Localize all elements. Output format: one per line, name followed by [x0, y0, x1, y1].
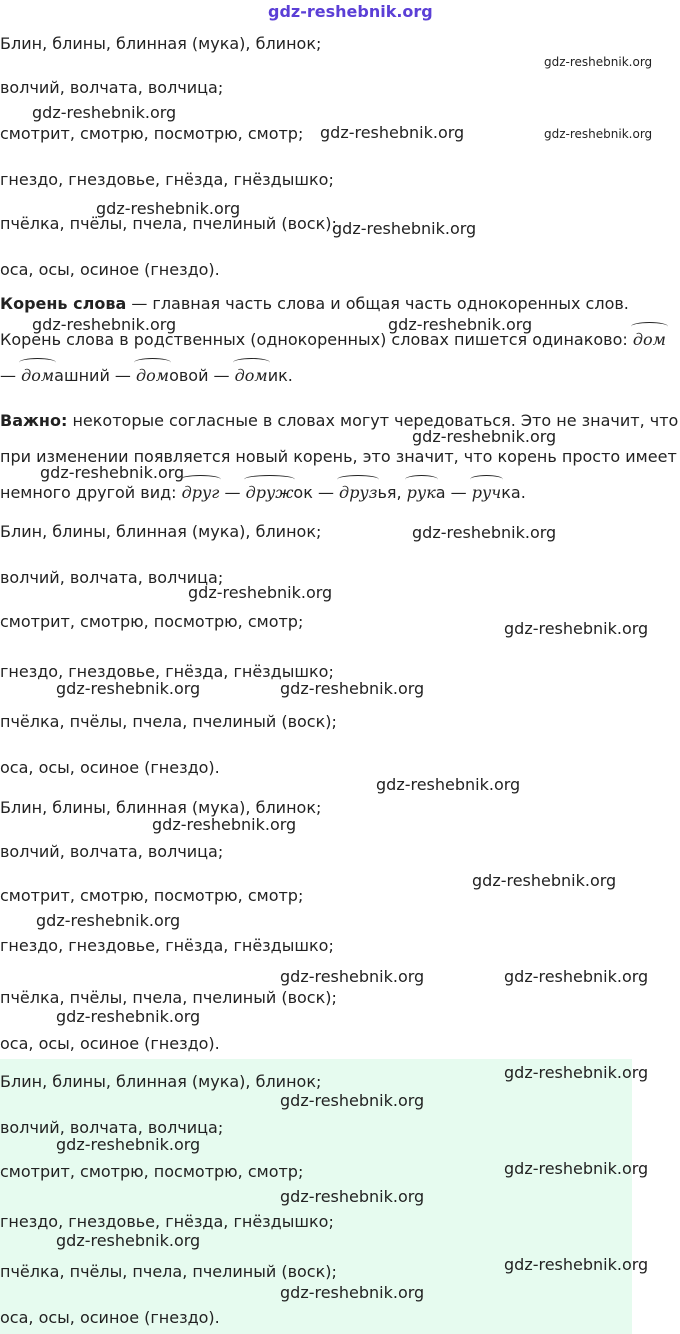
- section4-line-4: гнездо, гнездовье, гнёзда, гнёздышко;: [0, 1212, 334, 1231]
- definition-text-2: Корень слова в родственных (однокоренных) словах пишется одинаково:: [0, 330, 633, 349]
- watermark: gdz-reshebnik.org: [280, 1091, 425, 1110]
- suffix-text: ка.: [501, 483, 526, 502]
- header-watermark[interactable]: gdz-reshebnik.org: [268, 2, 433, 21]
- watermark: gdz-reshebnik.org: [188, 583, 333, 602]
- watermark: gdz-reshebnik.org: [32, 315, 177, 334]
- watermark: gdz-reshebnik.org: [152, 815, 297, 834]
- plain-line-2: волчий, волчата, волчица;: [0, 78, 224, 97]
- important-line-3: [0, 483, 526, 503]
- definition-term: Корень слова: [0, 294, 127, 313]
- plain-line-1: Блин, блины, блинная (мука), блинок;: [0, 34, 322, 53]
- section3-line-4: гнездо, гнездовье, гнёзда, гнёздышко;: [0, 936, 334, 955]
- watermark: gdz-reshebnik.org: [56, 1135, 201, 1154]
- root-dom: дом: [136, 366, 170, 385]
- dash: —: [0, 366, 22, 385]
- watermark: gdz-reshebnik.org: [96, 199, 241, 218]
- watermark: gdz-reshebnik.org: [504, 967, 649, 986]
- watermark: gdz-reshebnik.org: [388, 315, 533, 334]
- watermark: gdz-reshebnik.org: [36, 911, 181, 930]
- suffix-text: овой —: [169, 366, 235, 385]
- section3-line-5: пчёлка, пчёлы, пчела, пчелиный (воск);: [0, 988, 337, 1007]
- marked-line-5: пчёлка, пчёлы, пчела, пчелиный (воск);: [0, 712, 337, 731]
- marked-line-6: оса, осы, осиное (гнездо).: [0, 758, 220, 777]
- watermark: gdz-reshebnik.org: [472, 871, 617, 890]
- section3-line-6: оса, осы, осиное (гнездо).: [0, 1034, 220, 1053]
- important-line-1: [0, 411, 678, 431]
- section4-line-5: пчёлка, пчёлы, пчела, пчелиный (воск);: [0, 1262, 337, 1281]
- important-line-2: при изменении появляется новый корень, это значит, что корень просто имеет: [0, 447, 677, 466]
- watermark: gdz-reshebnik.org: [280, 1283, 425, 1302]
- watermark: gdz-reshebnik.org: [504, 1255, 649, 1274]
- watermark: gdz-reshebnik.org: [56, 1007, 201, 1026]
- section4-line-6: оса, осы, осиное (гнездо).: [0, 1308, 220, 1327]
- watermark: gdz-reshebnik.org: [412, 523, 557, 542]
- suffix-text: ья,: [377, 483, 407, 502]
- marked-line-3: смотрит, смотрю, посмотрю, смотр;: [0, 612, 304, 631]
- watermark: gdz-reshebnik.org: [412, 427, 557, 446]
- important-text-3: немного другой вид:: [0, 483, 182, 502]
- root-example: руч: [471, 483, 502, 502]
- root-dom: дом: [21, 366, 55, 385]
- plain-line-5: пчёлка, пчёлы, пчела, пчелиный (воск);: [0, 214, 337, 233]
- watermark: gdz-reshebnik.org: [544, 127, 653, 141]
- watermark: gdz-reshebnik.org: [280, 967, 425, 986]
- suffix-text: —: [219, 483, 246, 502]
- section4-line-3: смотрит, смотрю, посмотрю, смотр;: [0, 1162, 304, 1181]
- plain-line-6: оса, осы, осиное (гнездо).: [0, 260, 220, 279]
- important-label: Важно:: [0, 411, 68, 430]
- watermark: gdz-reshebnik.org: [504, 1159, 649, 1178]
- suffix-text: а —: [435, 483, 472, 502]
- watermark: gdz-reshebnik.org: [40, 463, 185, 482]
- watermark: gdz-reshebnik.org: [56, 679, 201, 698]
- watermark: gdz-reshebnik.org: [320, 123, 465, 142]
- root-example: друг: [181, 483, 220, 502]
- plain-line-4: гнездо, гнездовье, гнёзда, гнёздышко;: [0, 170, 334, 189]
- section4-line-2: волчий, волчата, волчица;: [0, 1118, 224, 1137]
- marked-line-1: Блин, блины, блинная (мука), блинок;: [0, 522, 322, 541]
- watermark: gdz-reshebnik.org: [56, 1231, 201, 1250]
- root-example: рук: [406, 483, 436, 502]
- watermark: gdz-reshebnik.org: [504, 1063, 649, 1082]
- important-text-1: некоторые согласные в словах могут чередоваться. Это не значит, что: [67, 411, 679, 430]
- root-example: друж: [245, 483, 294, 502]
- watermark: gdz-reshebnik.org: [280, 1187, 425, 1206]
- plain-line-3: смотрит, смотрю, посмотрю, смотр;: [0, 124, 304, 143]
- section3-line-2: волчий, волчата, волчица;: [0, 842, 224, 861]
- watermark: gdz-reshebnik.org: [280, 679, 425, 698]
- root-example: друз: [339, 483, 378, 502]
- root-dom: дом: [632, 330, 666, 349]
- suffix-text: ашний —: [54, 366, 137, 385]
- marked-line-2: волчий, волчата, волчица;: [0, 568, 224, 587]
- marked-line-4: гнездо, гнездовье, гнёзда, гнёздышко;: [0, 662, 334, 681]
- watermark: gdz-reshebnik.org: [544, 55, 653, 69]
- definition-text-1: — главная часть слова и общая часть однокоренных слов.: [126, 294, 629, 313]
- definition-line-1: [0, 294, 629, 314]
- definition-line-3: [0, 366, 293, 386]
- watermark: gdz-reshebnik.org: [376, 775, 521, 794]
- watermark: gdz-reshebnik.org: [332, 219, 477, 238]
- watermark: gdz-reshebnik.org: [32, 103, 177, 122]
- suffix-text: ик.: [267, 366, 293, 385]
- suffix-text: ок —: [293, 483, 340, 502]
- root-dom: дом: [234, 366, 268, 385]
- watermark: gdz-reshebnik.org: [504, 619, 649, 638]
- section3-line-3: смотрит, смотрю, посмотрю, смотр;: [0, 886, 304, 905]
- section4-line-1: Блин, блины, блинная (мука), блинок;: [0, 1072, 322, 1091]
- section3-line-1: Блин, блины, блинная (мука), блинок;: [0, 798, 322, 817]
